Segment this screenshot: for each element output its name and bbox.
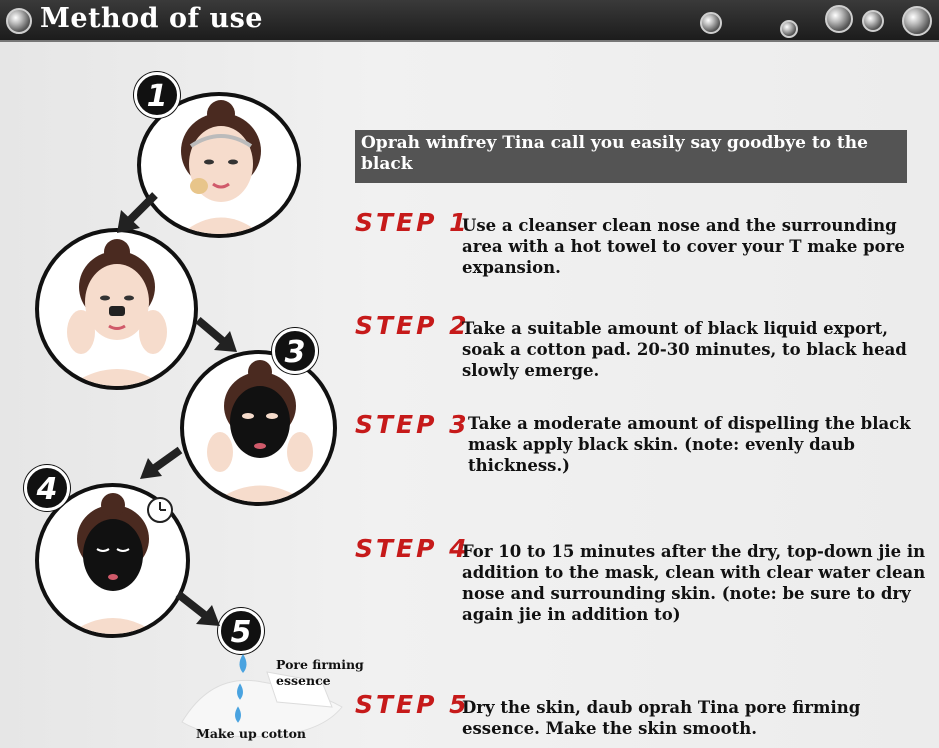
step-number-badge: 1 <box>134 72 180 118</box>
water-drop-icon <box>700 12 722 34</box>
face-illustration-step-2 <box>35 228 198 390</box>
step-4-text: For 10 to 15 minutes after the dry, top-down jie in addition to the mask, clean with clear water clean nose and surrounding skin. (note: be sure to dry again jie in addition to) <box>462 542 926 624</box>
step-5-label: STEP 5 <box>355 690 470 719</box>
water-drop-icon <box>232 706 244 724</box>
step-number-badge: 4 <box>24 465 70 511</box>
arrow-icon <box>174 590 222 630</box>
step-number-badge: 5 <box>218 608 264 654</box>
woman-face-icon <box>39 232 194 386</box>
water-drop-icon <box>780 20 798 38</box>
cotton-label: Make up cotton <box>196 726 307 741</box>
step-2-label: STEP 2 <box>355 311 470 340</box>
header-bar <box>0 0 939 42</box>
water-drop-icon <box>6 8 32 34</box>
arrow-icon <box>138 446 184 482</box>
step-3-label: STEP 3 <box>355 410 470 439</box>
arrow-icon <box>115 190 160 235</box>
clock-icon <box>146 496 174 524</box>
step-1-text: Use a cleanser clean nose and the surrounding area with a hot towel to cover your T make pore expansion. <box>462 216 905 277</box>
essence-label: Pore firming essence <box>276 657 364 688</box>
step-3-text: Take a moderate amount of dispelling the black mask apply black skin. (note: evenly daub thickness.) <box>468 414 911 475</box>
water-drop-icon <box>236 654 250 674</box>
arrow-icon <box>194 316 239 356</box>
step-1-label: STEP 1 <box>355 208 470 237</box>
step-number-badge: 3 <box>272 328 318 374</box>
water-drop-icon <box>902 6 932 36</box>
step-5-text: Dry the skin, daub oprah Tina pore firming essence. Make the skin smooth. <box>462 698 861 738</box>
water-drop-icon <box>862 10 884 32</box>
intro-banner: Oprah winfrey Tina call you easily say goodbye to the black <box>355 130 907 183</box>
woman-face-icon <box>184 354 333 502</box>
face-illustration-step-3 <box>180 350 337 506</box>
page-title: Method of use <box>40 3 263 34</box>
water-drop-icon <box>234 683 246 701</box>
step-4-label: STEP 4 <box>355 534 470 563</box>
step-2-text: Take a suitable amount of black liquid export, soak a cotton pad. 20-30 minutes, to black head slowly emerge. <box>462 319 907 380</box>
water-drop-icon <box>825 5 853 33</box>
